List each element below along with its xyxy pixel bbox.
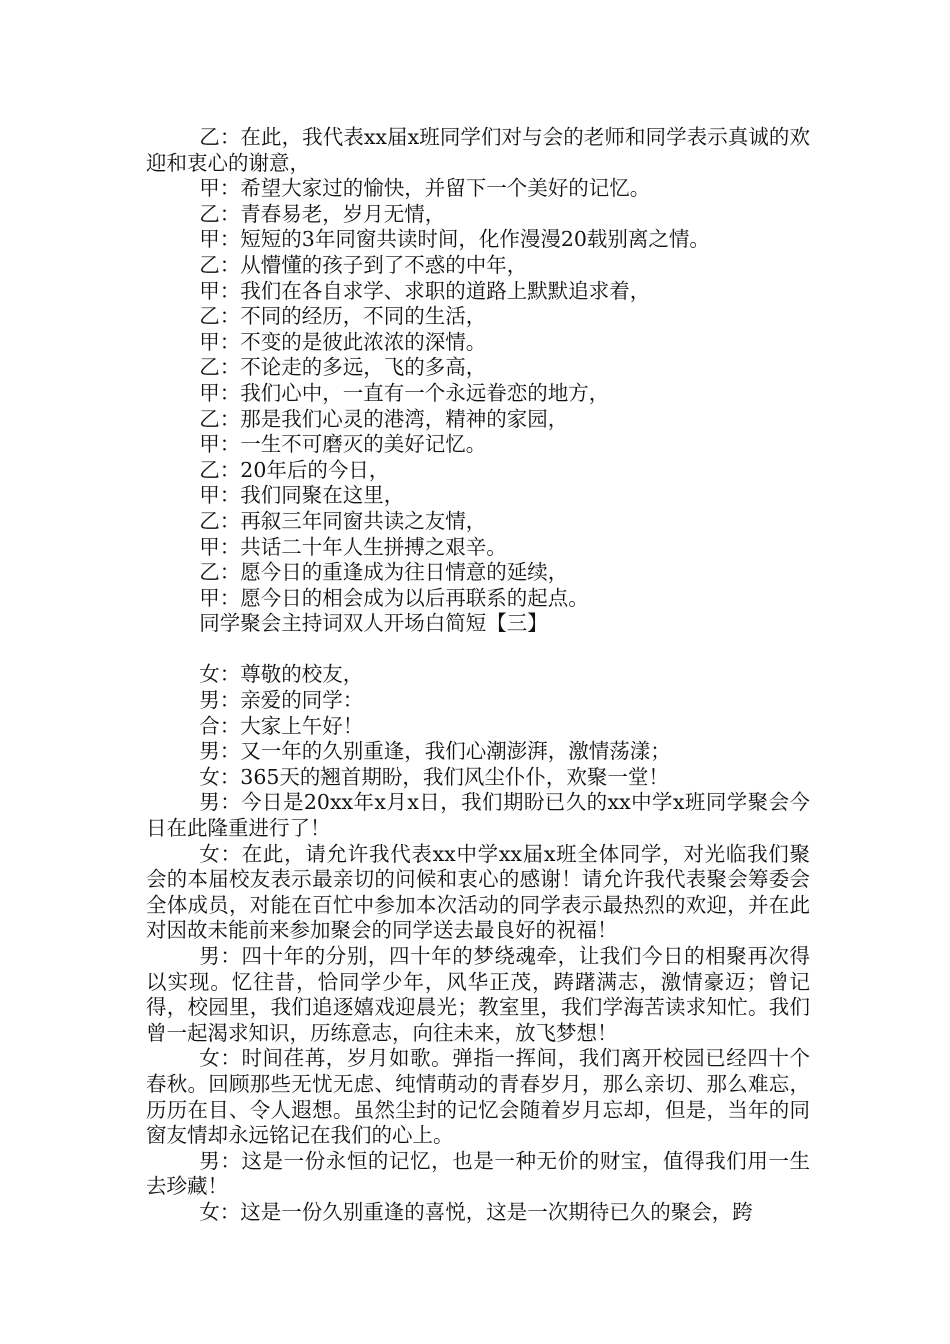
paragraph: 女：时间荏苒，岁月如歌。弹指一挥间，我们离开校园已经四十个春秋。回顾那些无忧无虑、纯情萌动的青春岁月，那么亲切、那么难忘，历历在目、令人遐想。虽然尘封的记忆会随着岁月忘却，但是，当年的同窗友情却永远铭记在我们的心上。: [146, 1046, 810, 1148]
paragraph: 女：365天的翘首期盼，我们风尘仆仆，欢聚一堂！: [199, 764, 669, 789]
paragraph: 男：四十年的分别，四十年的梦绕魂牵，让我们今日的相聚再次得以实现。忆往昔，恰同学少年，风华正茂，踌躇满志，激情豪迈；曾记得，校园里，我们追逐嬉戏迎晨光；教室里，我们学海苦读求知忙。我们曾一起渴求知识，历练意志，向往未来，放飞梦想！: [146, 944, 810, 1045]
paragraph: 乙：从懵懂的孩子到了不惑的中年，: [199, 252, 528, 277]
paragraph: 女：在此，请允许我代表xx中学xx届x班全体同学，对光临我们聚会的本届校友表示最亲切的问候和衷心的感谢！请允许我代表聚会筹委会全体成员，对能在百忙中参加本次活动的同学表示最热烈的欢迎，并在此对因故未能前来参加聚会的同学送去最良好的祝福！: [146, 841, 810, 943]
paragraph: 甲：一生不可磨灭的美好记忆。: [199, 432, 487, 457]
document-body: [146, 125, 810, 1226]
paragraph: 合：大家上午好！: [199, 713, 364, 738]
paragraph: 男：亲爱的同学：: [199, 688, 364, 713]
paragraph: 男：又一年的久别重逢，我们心潮澎湃，激情荡漾；: [199, 739, 671, 764]
paragraph: 乙：那是我们心灵的港湾，精神的家园，: [199, 406, 569, 431]
paragraph: 甲：短短的3年同窗共读时间，化作漫漫20载别离之情。: [199, 227, 710, 252]
paragraph: 乙：愿今日的重逢成为往日情意的延续，: [199, 560, 569, 585]
paragraph: 甲：共话二十年人生拼搏之艰辛。: [199, 534, 507, 559]
paragraph: 女：尊敬的校友，: [199, 662, 364, 687]
paragraph: 甲：我们在各自求学、求职的道路上默默追求着，: [199, 278, 651, 303]
paragraph: 乙：不同的经历，不同的生活，: [199, 304, 487, 329]
paragraph: 乙：不论走的多远，飞的多高，: [199, 355, 487, 380]
paragraph: 乙：在此，我代表xx届x班同学们对与会的老师和同学表示真诚的欢迎和衷心的谢意，: [146, 125, 810, 175]
paragraph: 甲：我们同聚在这里，: [199, 483, 405, 508]
paragraph: 甲：希望大家过的愉快，并留下一个美好的记忆。: [199, 176, 651, 201]
paragraph: 乙：青春易老，岁月无情，: [199, 201, 446, 226]
paragraph: 女：这是一份久别重逢的喜悦，这是一次期待已久的聚会，跨: [199, 1199, 753, 1224]
paragraph: 甲：愿今日的相会成为以后再联系的起点。: [199, 585, 589, 610]
paragraph: 乙：20年后的今日，: [199, 457, 390, 482]
section-heading: 同学聚会主持词双人开场白简短【三】: [199, 611, 548, 636]
paragraph: 甲：我们心中，一直有一个永远眷恋的地方，: [199, 380, 610, 405]
blank-line: [146, 637, 810, 663]
paragraph: 男：今日是20xx年x月x日，我们期盼已久的xx中学x班同学聚会今日在此隆重进行了！: [146, 790, 810, 841]
paragraph: 甲：不变的是彼此浓浓的深情。: [199, 329, 487, 354]
paragraph: 乙：再叙三年同窗共读之友情，: [199, 508, 487, 533]
paragraph: 男：这是一份永恒的记忆，也是一种无价的财宝，值得我们用一生去珍藏！: [146, 1148, 810, 1199]
